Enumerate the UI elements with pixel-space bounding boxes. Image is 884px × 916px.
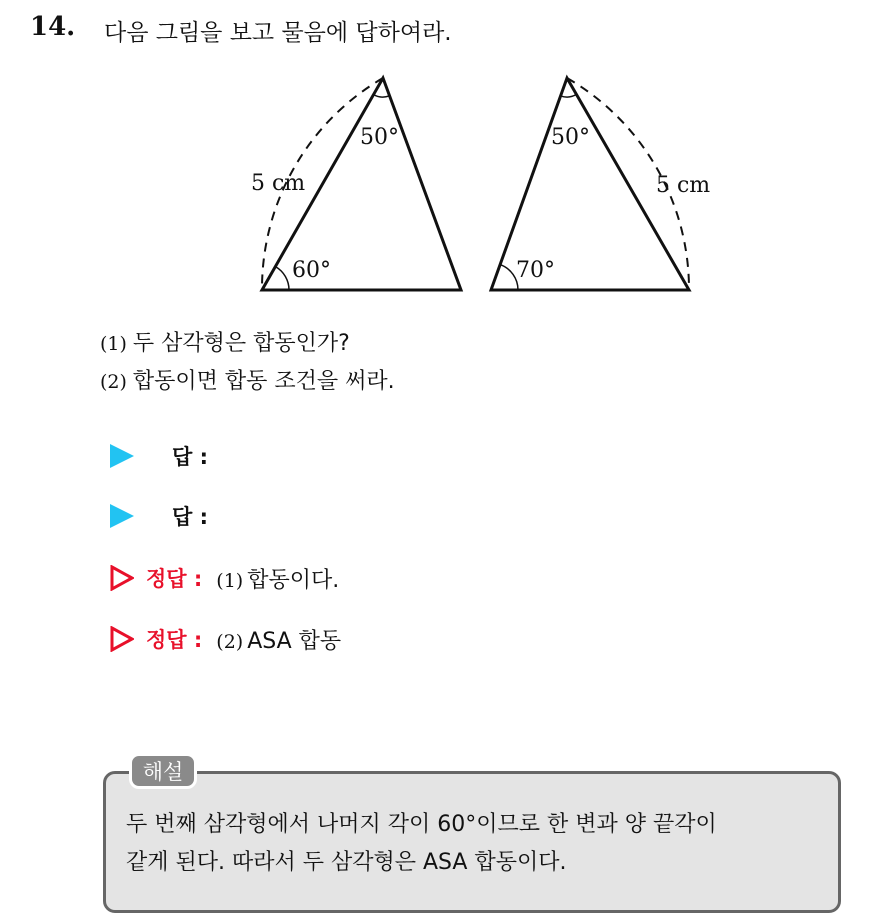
- correct-answer-1-number: (1): [216, 569, 244, 592]
- subquestion-1: [100, 326, 350, 357]
- answer-marker-icon: [110, 504, 134, 528]
- correct-marker-icon: [110, 565, 134, 591]
- correct-answer-row-2: [110, 624, 341, 654]
- answer-label-2: 답 :: [172, 505, 208, 529]
- triangles-figure: [0, 0, 884, 320]
- right-triangle: [491, 78, 710, 290]
- right-50-angle-arc: [561, 94, 577, 97]
- correct-answer-1-text: 합동이다.: [247, 567, 340, 593]
- correct-answer-label-2: 정답 :: [146, 628, 203, 652]
- subquestion-1-text: 두 삼각형은 합동인가?: [132, 331, 350, 356]
- correct-answer-row-1: [110, 563, 339, 593]
- left-triangle: [251, 78, 461, 290]
- explanation-text: [126, 806, 826, 882]
- subquestion-2-number: (2): [100, 371, 127, 393]
- left-60-angle-arc: [276, 267, 290, 290]
- answer-label-1: 답 :: [172, 445, 208, 469]
- subquestion-2-text: 합동이면 합동 조건을 써라.: [132, 369, 395, 394]
- correct-answer-2-text: ASA 합동: [247, 628, 342, 654]
- left-bottom-angle-label: 60°: [292, 258, 331, 283]
- explanation-tag: 해설: [129, 753, 197, 789]
- explanation-line-2: 같게 된다. 따라서 두 삼각형은 ASA 합동이다.: [126, 850, 567, 875]
- explanation-line-1: 두 번째 삼각형에서 나머지 각이 60°이므로 한 변과 양 끝각이: [126, 812, 717, 837]
- left-50-angle-arc: [374, 95, 390, 97]
- question-number: 14.: [30, 12, 76, 42]
- left-side-label: 5 cm: [251, 171, 306, 196]
- answer-row-1: [110, 441, 208, 471]
- correct-answer-2-number: (2): [216, 630, 244, 653]
- right-top-angle-label: 50°: [551, 125, 590, 150]
- left-top-angle-label: 50°: [360, 125, 399, 150]
- right-side-label: 5 cm: [656, 173, 711, 198]
- question-text: 다음 그림을 보고 물음에 답하여라.: [104, 20, 452, 46]
- correct-marker-icon: [110, 626, 134, 652]
- correct-answer-label-1: 정답 :: [146, 567, 203, 591]
- subquestion-2: [100, 364, 395, 395]
- correct-answer-2: [216, 624, 341, 655]
- answer-row-2: [110, 501, 208, 531]
- correct-answer-1: [216, 563, 339, 594]
- right-bottom-angle-label: 70°: [516, 258, 555, 283]
- answer-marker-icon: [110, 444, 134, 468]
- subquestion-1-number: (1): [100, 333, 127, 355]
